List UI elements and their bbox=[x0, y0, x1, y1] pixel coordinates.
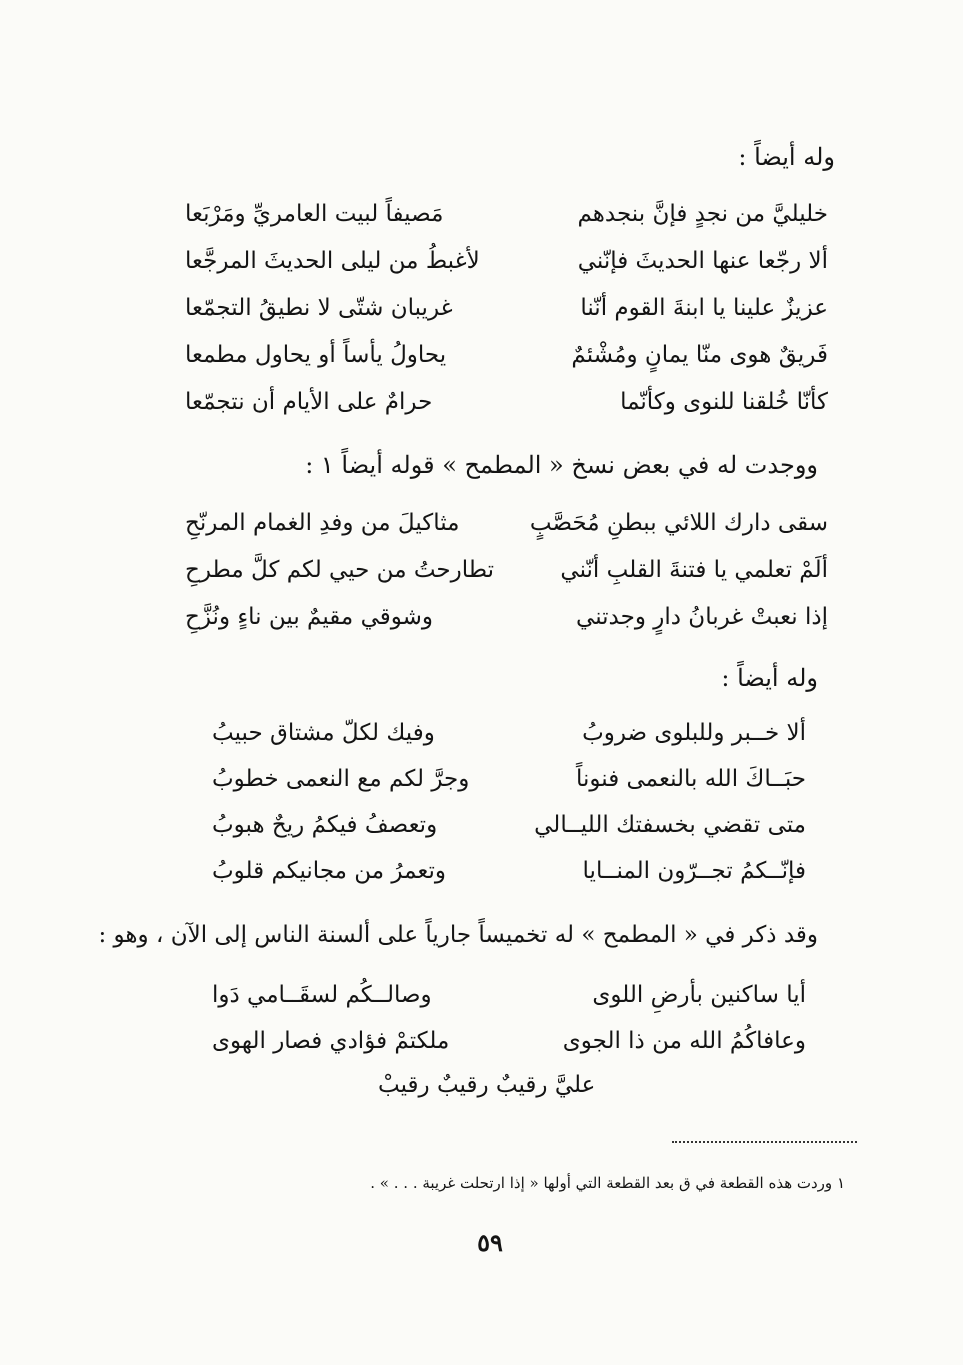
section-heading: ووجدت له في بعض نسخ « المطمح » قوله أيضاً ١ : bbox=[305, 451, 818, 479]
second-hemistich: لأغبطُ من ليلى الحديثَ المرجَّعا bbox=[185, 248, 480, 274]
second-hemistich: وشوقي مقيمٌ بين ناءٍ ونُزَّحِ bbox=[185, 604, 433, 630]
verse-line bbox=[212, 766, 806, 812]
first-hemistich: عزيزٌ علينا يا ابنةَ القوم أنّنا bbox=[580, 295, 828, 321]
second-hemistich: يحاولُ يأساً أو يحاول مطمعا bbox=[185, 342, 447, 368]
verse-line bbox=[212, 812, 806, 858]
first-hemistich: ألا رجّعا عنها الحديثَ فإنّني bbox=[577, 248, 828, 274]
first-hemistich: فَريقٌ هوى منّا يمانٍ ومُشْئمٌ bbox=[571, 342, 828, 368]
second-hemistich: وجرَّ لكم مع النعمى خطوبُ bbox=[212, 766, 470, 792]
second-hemistich: وتعصفُ فيكمُ ريحٌ هبوبُ bbox=[212, 812, 438, 838]
verse-line bbox=[212, 982, 806, 1028]
verse-line bbox=[185, 248, 828, 294]
first-hemistich: وعافاكُمُ الله من ذا الجوى bbox=[562, 1028, 806, 1054]
first-hemistich: ألا خــبر وللبلوى ضروبُ bbox=[582, 720, 806, 746]
second-hemistich: وتعمرُ من مجانيكم قلوبُ bbox=[212, 858, 447, 884]
footnote: ١ وردت هذه القطعة في ق بعد القطعة التي أولها « إذا ارتحلت غريبة . . . » . bbox=[370, 1174, 845, 1192]
verse-line bbox=[185, 201, 828, 247]
first-hemistich: متى تقضي بخسفتك الليــالي bbox=[534, 812, 806, 838]
second-hemistich: مَصيفاً لبيت العامريِّ ومَرْبَعا bbox=[185, 201, 444, 227]
footnote-divider bbox=[672, 1141, 857, 1143]
second-hemistich: مثاكيلَ من وفدِ الغمام المرنّحِ bbox=[185, 510, 460, 536]
second-hemistich: ملكتمْ فؤادي فصار الهوى bbox=[212, 1028, 450, 1054]
second-hemistich: وفيك لكلّ مشتاق حبيبُ bbox=[212, 720, 435, 746]
first-hemistich: كأنّا خُلقنا للنوى وكأنّما bbox=[620, 389, 828, 415]
second-hemistich: وصالــكُم لسقَــامي دَوا bbox=[212, 982, 432, 1008]
verse-line bbox=[185, 510, 828, 556]
verse-line bbox=[185, 604, 828, 650]
first-hemistich: أيا ساكنين بأرضِ اللوى bbox=[592, 982, 806, 1008]
first-hemistich: فإنّــكمُ تجــرّون المنــايا bbox=[582, 858, 806, 884]
second-hemistich: حرامٌ على الأيام أن نتجمّعا bbox=[185, 389, 433, 415]
section-heading: وله أيضاً : bbox=[721, 664, 818, 692]
verse-line bbox=[185, 557, 828, 603]
first-hemistich: خليليَّ من نجدٍ فإنَّ بنجدهم bbox=[577, 201, 828, 227]
section-heading: وله أيضاً : bbox=[738, 143, 835, 171]
first-hemistich: سقى دارك اللائي ببطنِ مُحَصَّبٍ bbox=[529, 510, 828, 536]
verse-line bbox=[185, 342, 828, 388]
verse-line bbox=[212, 858, 806, 904]
verse-line bbox=[185, 389, 828, 435]
second-hemistich: تطارحتُ من حيي لكم كلَّ مطرحِ bbox=[185, 557, 495, 583]
verse-line bbox=[212, 720, 806, 766]
verse-line bbox=[212, 1028, 806, 1074]
first-hemistich: حبَــاكَ الله بالنعمى فنوناً bbox=[575, 766, 806, 792]
section-heading: وقد ذكر في « المطمح » له تخميساً جارياً على ألسنة الناس إلى الآن ، وهو : bbox=[98, 922, 818, 948]
first-hemistich: ألَمْ تعلمي يا فتنةَ القلبِ أنّني bbox=[560, 557, 828, 583]
second-hemistich: غريبان شتّى لا نطيقُ التجمّعا bbox=[185, 295, 453, 321]
page-number: ٥٩ bbox=[477, 1228, 503, 1257]
first-hemistich: إذا نعبتْ غربانُ دارٍ وجدتني bbox=[576, 604, 828, 630]
closing-line: عليَّ رقيبٌ رقيبٌ رقيبْ bbox=[378, 1072, 596, 1098]
verse-line bbox=[185, 295, 828, 341]
